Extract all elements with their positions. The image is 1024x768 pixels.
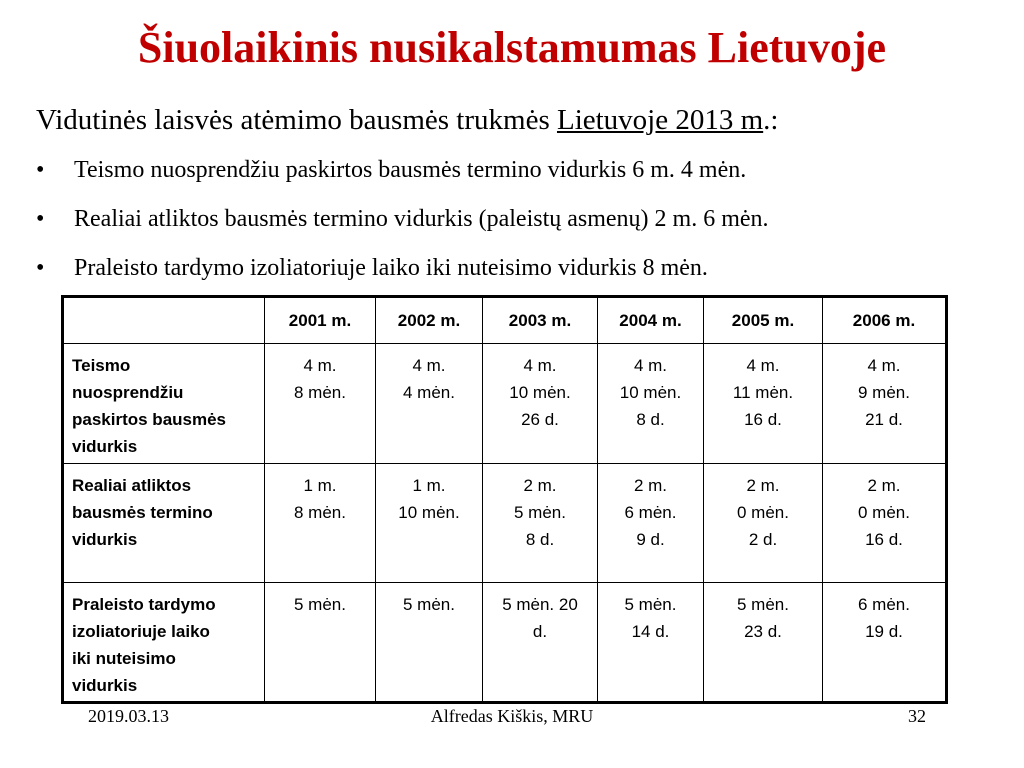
cell-line: 8 d. bbox=[636, 410, 665, 429]
table-header-cell: 2001 m. bbox=[265, 297, 376, 344]
row-label bbox=[63, 583, 265, 703]
cell-line: 8 d. bbox=[525, 530, 555, 549]
cell-line: 1 m. bbox=[303, 476, 337, 495]
cell-line: d. bbox=[532, 622, 548, 641]
bullet-text: Realiai atliktos bausmės termino vidurkis (paleistų asmenų) 2 m. 6 mėn. bbox=[74, 206, 769, 232]
cell-line: 4 m. bbox=[303, 356, 337, 375]
cell-line: 26 d. bbox=[521, 410, 559, 429]
table-cell bbox=[376, 344, 483, 464]
row-label-line: Realiai atliktos bbox=[72, 476, 192, 495]
cell-line: 16 d. bbox=[865, 530, 903, 549]
cell-line: 8 mėn. bbox=[294, 503, 346, 522]
bullet-item bbox=[36, 248, 769, 297]
cell-line: 14 d. bbox=[631, 622, 670, 641]
footer-author: Alfredas Kiškis, MRU bbox=[430, 706, 594, 726]
row-label-line: bausmės termino bbox=[72, 503, 213, 522]
table-header-cell: 2005 m. bbox=[704, 297, 823, 344]
table-header-cell: 2006 m. bbox=[823, 297, 947, 344]
cell-line: 5 mėn. bbox=[624, 595, 677, 614]
row-label bbox=[63, 344, 265, 464]
bullet-dot-icon: • bbox=[36, 157, 45, 183]
bullet-item bbox=[36, 199, 769, 248]
table-cell bbox=[823, 583, 947, 703]
table-header-cell bbox=[63, 297, 265, 344]
table-cell bbox=[376, 583, 483, 703]
table-cell bbox=[823, 464, 947, 583]
cell-line: 8 mėn. bbox=[294, 383, 346, 402]
cell-line: 2 m. bbox=[867, 476, 901, 495]
footer-date: 2019.03.13 bbox=[88, 706, 169, 726]
cell-line: 10 mėn. bbox=[398, 503, 460, 522]
cell-line: 10 mėn. bbox=[509, 383, 571, 402]
bullet-item bbox=[36, 150, 769, 199]
intro-line bbox=[36, 102, 778, 138]
bullet-dot-icon: • bbox=[36, 206, 45, 232]
cell-line: 0 mėn. bbox=[737, 503, 789, 522]
cell-line: 16 d. bbox=[744, 410, 782, 429]
cell-line: 23 d. bbox=[744, 622, 782, 641]
cell-line: 9 mėn. bbox=[858, 383, 910, 402]
row-label-line: Teismo bbox=[72, 356, 131, 375]
cell-line: 4 mėn. bbox=[403, 383, 455, 402]
cell-line: 5 mėn. 20 bbox=[502, 595, 578, 614]
row-label-line: vidurkis bbox=[72, 676, 138, 695]
cell-line: 5 mėn. bbox=[403, 595, 455, 614]
row-label-line: Praleisto tardymo bbox=[72, 595, 216, 614]
table-cell bbox=[483, 344, 598, 464]
cell-line: 4 m. bbox=[746, 356, 780, 375]
cell-line: 4 m. bbox=[633, 356, 668, 375]
table-cell bbox=[483, 583, 598, 703]
row-label-line: iki nuteisimo bbox=[72, 649, 176, 668]
table-cell bbox=[823, 344, 947, 464]
intro-prefix: Vidutinės laisvės atėmimo bausmės trukmės bbox=[36, 104, 557, 136]
intro-suffix: .: bbox=[763, 104, 779, 136]
cell-line: 6 mėn. bbox=[858, 595, 910, 614]
table-cell bbox=[704, 464, 823, 583]
row-label bbox=[63, 464, 265, 583]
cell-line: 11 mėn. bbox=[732, 383, 794, 402]
cell-line: 5 mėn. bbox=[737, 595, 789, 614]
table-header-cell: 2004 m. bbox=[598, 297, 704, 344]
table-cell bbox=[598, 464, 704, 583]
table-cell bbox=[704, 344, 823, 464]
intro-underlined: Lietuvoje 2013 m bbox=[556, 104, 764, 136]
table-cell bbox=[598, 344, 704, 464]
table-row bbox=[63, 583, 947, 703]
cell-line: 4 m. bbox=[412, 356, 446, 375]
cell-line: 1 m. bbox=[412, 476, 446, 495]
cell-line: 4 m. bbox=[523, 356, 557, 375]
cell-line: 4 m. bbox=[867, 356, 901, 375]
table-cell bbox=[265, 344, 376, 464]
table-header-cell: 2003 m. bbox=[483, 297, 598, 344]
table-cell bbox=[483, 464, 598, 583]
cell-line: 5 mėn. bbox=[294, 595, 346, 614]
cell-line: 2 m. bbox=[746, 476, 780, 495]
bullet-text: Praleisto tardymo izoliatoriuje laiko iki nuteisimo vidurkis 8 mėn. bbox=[74, 255, 708, 281]
row-label-line: paskirtos bausmės bbox=[72, 410, 227, 429]
bullet-text: Teismo nuosprendžiu paskirtos bausmės termino vidurkis 6 m. 4 mėn. bbox=[74, 157, 747, 183]
row-label-line: vidurkis bbox=[72, 437, 138, 456]
table-cell bbox=[265, 464, 376, 583]
cell-line: 5 mėn. bbox=[514, 503, 566, 522]
table-body bbox=[63, 344, 947, 703]
row-label-line: nuosprendžiu bbox=[72, 383, 184, 402]
footer-page-number: 32 bbox=[908, 706, 926, 726]
table-cell bbox=[265, 583, 376, 703]
cell-line: 2 m. bbox=[523, 476, 557, 495]
cell-line: 10 mėn. bbox=[619, 383, 682, 402]
cell-line: 0 mėn. bbox=[858, 503, 910, 522]
cell-line: 9 d. bbox=[636, 530, 665, 549]
sentence-duration-table bbox=[61, 295, 948, 704]
table-cell bbox=[704, 583, 823, 703]
cell-line: 21 d. bbox=[865, 410, 903, 429]
table-row bbox=[63, 344, 947, 464]
row-label-line: vidurkis bbox=[72, 530, 138, 549]
table-header-row bbox=[63, 297, 947, 344]
table-cell bbox=[598, 583, 704, 703]
cell-line: 2 m. bbox=[633, 476, 668, 495]
cell-line: 6 mėn. bbox=[624, 503, 677, 522]
cell-line: 19 d. bbox=[865, 622, 903, 641]
table-cell bbox=[376, 464, 483, 583]
bullet-dot-icon: • bbox=[36, 255, 45, 281]
slide-title: Šiuolaikinis nusikalstamumas Lietuvoje bbox=[137, 23, 887, 72]
cell-line: 2 d. bbox=[748, 530, 778, 549]
table-row bbox=[63, 464, 947, 583]
row-label-line: izoliatoriuje laiko bbox=[72, 622, 210, 641]
table-header-cell: 2002 m. bbox=[376, 297, 483, 344]
bullet-list bbox=[36, 150, 769, 297]
